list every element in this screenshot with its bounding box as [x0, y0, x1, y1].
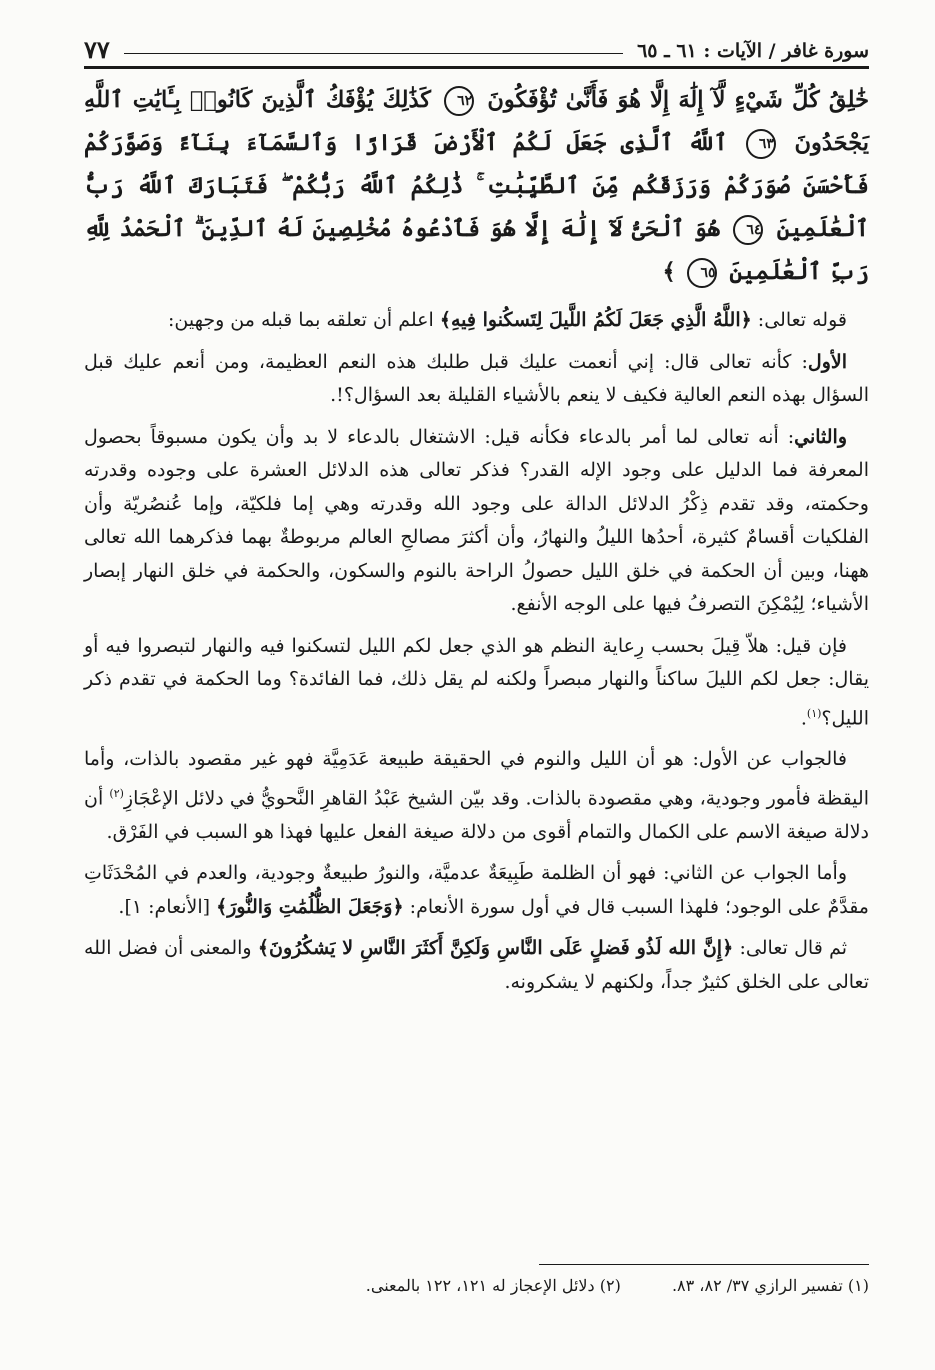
paragraph-second-aspect	[84, 421, 869, 622]
first-aspect-label: الأول	[807, 350, 847, 373]
intro-text: اعلم أن تعلقه بما قبله من وجهين:	[167, 309, 440, 331]
answer-first-text-a: فالجواب عن الأول: هو أن الليل والنوم في الحقيقة طبيعة عَدَمِيَّة فهو غير مقصود بالذات، وأما اليقظة فأمور وجودية، وهي مقصودة بالذات. وقد بيّن الشيخ عَبْدُ القاهرِ النَّحويُّ في دلائل الإعْجَازِ	[84, 748, 869, 810]
running-head	[84, 30, 869, 69]
quoted-verse-anam: ﴿وَجَعَلَ الظُّلُمَٰتِ وَالنُّورَ﴾	[216, 895, 404, 918]
footnote-1: (١) تفسير الرازي ٣٧/ ٨٢، ٨٣.	[671, 1276, 869, 1295]
verse-64: ٱللَّهُ ٱلَّذِى جَعَلَ لَكُمُ ٱلْأَرْضَ قَرَارًا وَٱلسَّمَآءَ بِنَآءً وَصَوَّرَكُمْ فَأَحْسَنَ صُوَرَكُمْ وَرَزَقَكُم مِّنَ ٱلطَّيِّبَٰتِ ۚ ذَٰلِكُمُ ٱللَّهُ رَبُّكُمْ ۖ فَتَبَارَكَ ٱللَّهُ رَبُّ ٱلْعَٰلَمِينَ	[84, 130, 869, 242]
intro-lead: قوله تعالى:	[751, 309, 847, 331]
page-number: ٧٧	[84, 35, 110, 64]
quran-verses	[84, 79, 869, 294]
answer-first-text-b: أن دلالة صيغة الاسم على الكمال والتمام أقوى من دلالة صيغة الفعل عليها فهذا هو السبب في الفَرْق.	[84, 787, 869, 843]
conclusion-lead: ثم قال تعالى:	[733, 937, 848, 960]
quoted-verse: ﴿اللَّهُ الَّذِي جَعَلَ لَكُمُ اللَّيلَ لِتَسكُنوا فِيهِ﴾	[439, 309, 752, 331]
footnotes	[84, 1276, 869, 1295]
ayah-marker-63: ٦٣	[746, 129, 776, 159]
verse-62: خَٰلِقُ كُلِّ شَيْءٍ لَّآ إِلَٰهَ إِلَّا هُوَ فَأَنَّىٰ تُؤْفَكُونَ	[487, 87, 869, 113]
paragraph-first-aspect	[84, 346, 869, 413]
closing-bracket: ﴾	[662, 259, 676, 285]
question-end: .	[800, 706, 807, 729]
surah-title: سورة غافر / الآيات : ٦١ ـ ٦٥	[637, 40, 869, 62]
header-rule	[124, 53, 623, 54]
conclusion-text: والمعنى أن فضل الله تعالى على الخلق كثيرٌ جداً، ولكنهم لا يشكرونه.	[84, 937, 869, 993]
footnote-ref-1: (١)	[806, 706, 822, 720]
second-aspect-label: والثاني	[794, 425, 847, 448]
ayah-marker-64: ٦٤	[733, 215, 763, 245]
paragraph-answer-first	[84, 743, 869, 849]
verse-63: كَذَٰلِكَ يُؤْفَكُ ٱلَّذِينَ كَانُوا۟ بِـَٔايَٰتِ ٱللَّهِ يَجْحَدُونَ	[84, 87, 869, 156]
second-aspect-text: : أنه تعالى لما أمر بالدعاء فكأنه قيل: الاشتغال بالدعاء لا بد وأن يكون مسبوقاً بحصول المعرفة فما الدليل على وجود الإله القدر؟ فذكر تعالى هذه الدلائل العشرة على وجوده وقدرته وحكمته، وقد تقدم ذِكْرُ الدلائل الدالة على وجود الله وقدرته وهي إما فلكيّة، وإما عُنصُريّة وأن الفلكيات أقسامٌ كثيرة، أحدُها الليلُ والنهارُ، وأن أكثرَ مصالحِ العالم مربوطةٌ بهما فذكرهما الله تعالى ههنا، وبين أن الحكمة في خلق الليل حصولُ الراحة بالنوم والسكون، والحكمة في خلق النهار إبصار الأشياء؛ لِيُمْكِنَ التصرفُ فيها على الوجه الأنفع.	[84, 425, 869, 615]
question-text: فإن قيل: هلاّ قِيلَ بحسب رِعاية النظم هو الذي جعل لكم الليل لتسكنوا فيه والنهار لتبصروا فيه أو يقال: جعل لكم الليلَ ساكناً والنهار مبصراً ولكنه لم يقل ذلك، فما الفائدة؟ وما الحكمة في تقدم ذكر الليل؟	[84, 634, 869, 729]
paragraph-question	[84, 630, 869, 736]
footnote-2: (٢) دلائل الإعجاز له ١٢١، ١٢٢ بالمعنى.	[365, 1276, 621, 1295]
first-aspect-text: : كأنه تعالى قال: إني أنعمت عليك قبل طلبك هذه النعم العظيمة، ومن أنعم عليك قبل السؤال بهذه النعم العالية فكيف لا ينعم بالأشياء القليلة بعد السؤال؟!.	[84, 350, 869, 406]
footnote-divider	[539, 1264, 869, 1265]
verse-65: هُوَ ٱلْحَىُّ لَآ إِلَٰهَ إِلَّا هُوَ فَٱدْعُوهُ مُخْلِصِينَ لَهُ ٱلدِّينَ ۗ ٱلْحَمْدُ لِلَّهِ رَبِّ ٱلْعَٰلَمِينَ	[84, 216, 869, 285]
verse-reference: [الأنعام: ١].	[118, 895, 217, 918]
answer-second-text: وأما الجواب عن الثاني: فهو أن الظلمة طَبِيعَةٌ عدميَّة، والنورُ طبيعةٌ وجودية، والعدم في المُحْدَثَاتِ مقدَّمٌ على الوجود؛ فلهذا السبب قال في أول سورة الأنعام:	[84, 862, 869, 918]
footnote-ref-2: (٢)	[109, 786, 124, 800]
paragraph-answer-second	[84, 857, 869, 924]
paragraph-conclusion	[84, 932, 869, 999]
ayah-marker-65: ٦٥	[687, 258, 717, 288]
paragraph-intro	[84, 304, 869, 338]
ayah-marker-62: ٦٢	[444, 86, 474, 116]
quoted-verse-61: ﴿إِنَّ الله لَذُو فَضلٍ عَلَى النَّاسِ وَلَكِنَّ أَكثَرَ النَّاسِ لا يَشكُرُونَ﴾	[257, 937, 734, 960]
